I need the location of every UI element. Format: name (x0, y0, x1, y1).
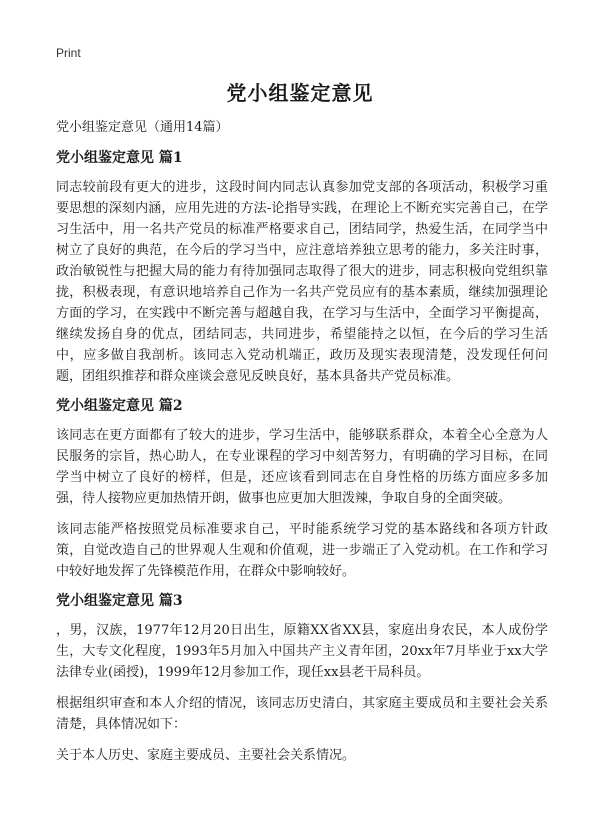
section-1-paragraph-1: 同志较前段有更大的进步，这段时间内同志认真参加党支部的各项活动，积极学习重要思想的深刻内涵，应用先进的方法-论指导实践，在理论上不断充实完善自己，在学习生活中，用一名共产党员的标准严格要求自己，团结同学，热爱生活，在同学当中树立了良好的典范，在今后的学习当中，应注意培养独立思考的能力，多关注时事，政治敏锐性与把握大局的能力有待加强同志取得了很大的进步，同志积极向党组织靠拢，积极表现，有意识地培养自己作为一名共产党员应有的基本素质，继续加强理论方面的学习，在实践中不断完善与超越自我，在学习与生活中，全面学习平衡提高，继续发扬自身的优点，团结同志，共同进步，希望能持之以恒，在今后的学习生活中，应多做自我剖析。该同志入党动机端正，政历及现实表现清楚，没发现任何问题，团组织推荐和群众座谈会意见反映良好，基本具备共产党员标准。 (56, 180, 548, 384)
section-2-paragraph-1: 该同志在更方面都有了较大的进步，学习生活中，能够联系群众，本着全心全意为人民服务的宗旨，热心助人，在专业课程的学习中刻苦努力，有明确的学习目标，在同学当中树立了良好的榜样，但是，还应该看到同志在自身性格的历练方面应多多加强，待人接物应更加热情开朗，做事也应更加大胆泼辣，争取自身的全面突破。 (56, 428, 548, 506)
section-heading-3: 党小组鉴定意见 篇3 (56, 593, 183, 609)
page-title: 党小组鉴定意见 (226, 81, 374, 105)
print-label: Print (56, 46, 81, 60)
document-body (56, 119, 548, 776)
section-2-paragraph-2: 该同志能严格按照党员标准要求自己，平时能系统学习党的基本路线和各项方针政策，自觉改造自己的世界观人生观和价值观，进一步端正了入党动机。在工作和学习中较好地发挥了先锋模范作用，在群众中影响较好。 (56, 522, 548, 579)
document-subtitle: 党小组鉴定意见（通用14篇） (56, 120, 229, 135)
section-3-paragraph-2: 根据组织审查和本人介绍的情况，该同志历史清白，其家庭主要成员和主要社会关系清楚，具体情况如下： (56, 696, 548, 732)
section-heading-1: 党小组鉴定意见 篇1 (56, 150, 183, 166)
section-3-paragraph-3: 关于本人历史、家庭主要成员、主要社会关系情况。 (56, 748, 356, 763)
section-3-paragraph-1: ，男，汉族，1977年12月20日出生，原籍XX省XX县，家庭出身农民，本人成份学生，大专文化程度，1993年5月加入中国共产主义青年团，20xx年7月毕业于xx大学法律专业(函授)，1999年12月参加工作，现任xx县老干局科员。 (56, 623, 548, 680)
section-heading-2: 党小组鉴定意见 篇2 (56, 398, 183, 414)
